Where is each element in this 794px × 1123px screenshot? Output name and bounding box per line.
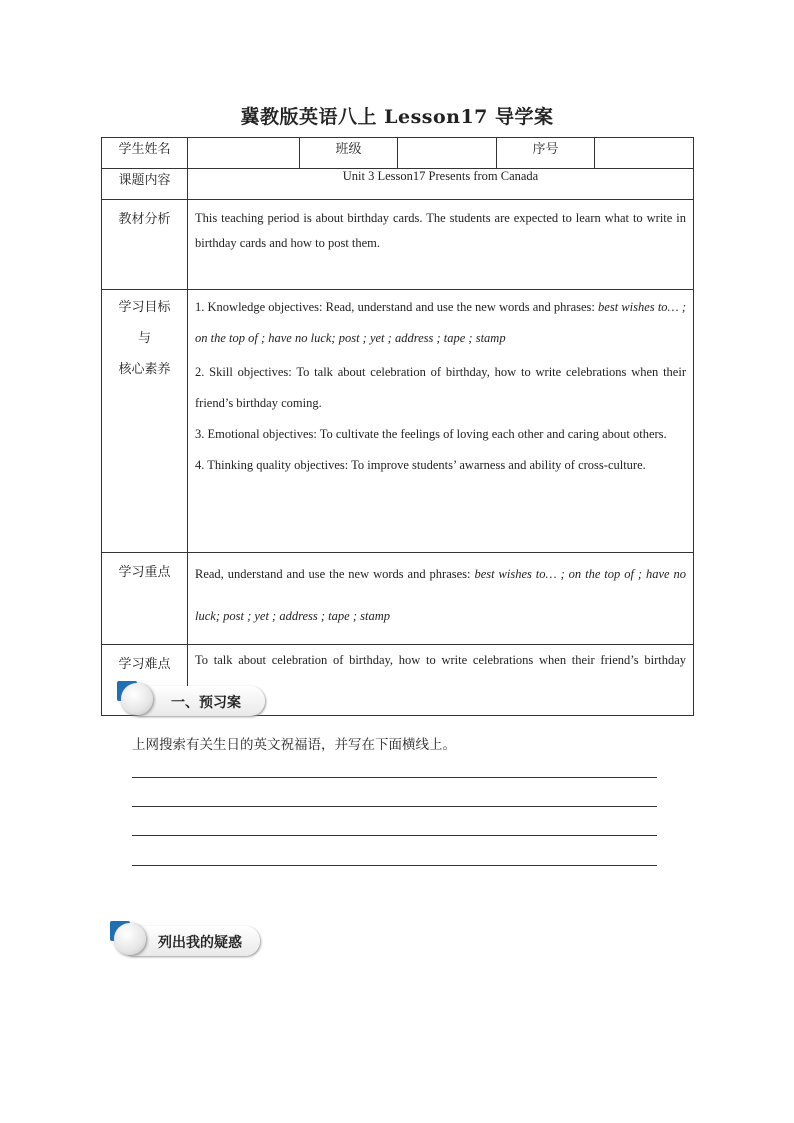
class-field[interactable] [398, 138, 497, 169]
lesson-plan-table [101, 137, 694, 716]
circle-badge-icon [114, 923, 146, 955]
answer-line[interactable] [132, 777, 657, 778]
key-points-label: 学习重点 [102, 553, 188, 645]
student-name-label: 学生姓名 [102, 138, 188, 169]
topic-label: 课题内容 [102, 169, 188, 200]
circle-badge-icon [121, 683, 153, 715]
table-row [102, 553, 694, 645]
analysis-label: 教材分析 [102, 200, 188, 290]
section-heading-questions [110, 921, 262, 957]
goals-label-line-2: 与 [137, 331, 151, 346]
key-points-phrases: best wishes to… ; on the top of ; have no luck; post ; yet ; address ; tape ; stamp [195, 567, 687, 623]
key-points-value [188, 553, 694, 645]
key-points-text: Read, understand and use the new words and phrases: [195, 567, 475, 581]
section-heading-text: 列出我的疑惑 [158, 935, 242, 951]
table-row [102, 200, 694, 290]
topic-value: Unit 3 Lesson17 Presents from Canada [188, 169, 694, 200]
goal-emotional: 3. Emotional objectives: To cultivate the feelings of loving each other and caring about others. [195, 427, 667, 441]
goal-knowledge-text: 1. Knowledge objectives: Read, understand and use the new words and phrases: [195, 300, 599, 314]
goal-skill: 2. Skill objectives: To talk about celebration of birthday, how to write celebrations when their friend’s birthday coming. [195, 365, 686, 410]
analysis-value: This teaching period is about birthday cards. The students are expected to learn what to write in birthday cards and how to post them. [188, 200, 694, 290]
student-name-field[interactable] [188, 138, 300, 169]
number-field[interactable] [595, 138, 694, 169]
goals-label-line-3: 核心素养 [118, 362, 171, 377]
goal-knowledge-phrases: best wishes to… ; on the top of ; have no luck; post ; yet ; address ; tape ; stamp [195, 300, 686, 345]
section-heading-preview [117, 681, 267, 717]
number-label: 序号 [497, 138, 595, 169]
goals-value [188, 290, 694, 553]
goal-knowledge [195, 292, 686, 354]
answer-line[interactable] [132, 835, 657, 836]
difficulty-value: To talk about celebration of birthday, how to write celebrations when their friend’s birthday [188, 645, 694, 716]
section-heading-text: 一、预习案 [171, 695, 241, 711]
goals-label-line-1: 学习目标 [118, 300, 171, 315]
class-label: 班级 [300, 138, 398, 169]
table-row [102, 138, 694, 169]
goals-label [102, 290, 188, 553]
answer-line[interactable] [132, 806, 657, 807]
preview-instruction: 上网搜索有关生日的英文祝福语，并写在下面横线上。 [132, 737, 456, 753]
table-row [102, 290, 694, 553]
difficulty-label: 学习难点 [102, 645, 188, 716]
goal-thinking: 4. Thinking quality objectives: To improve students’ awarness and ability of cross-culture. [195, 458, 646, 472]
answer-line[interactable] [132, 865, 657, 866]
page-title: 冀教版英语八上 Lesson17 导学案 [240, 106, 554, 128]
table-row [102, 169, 694, 200]
